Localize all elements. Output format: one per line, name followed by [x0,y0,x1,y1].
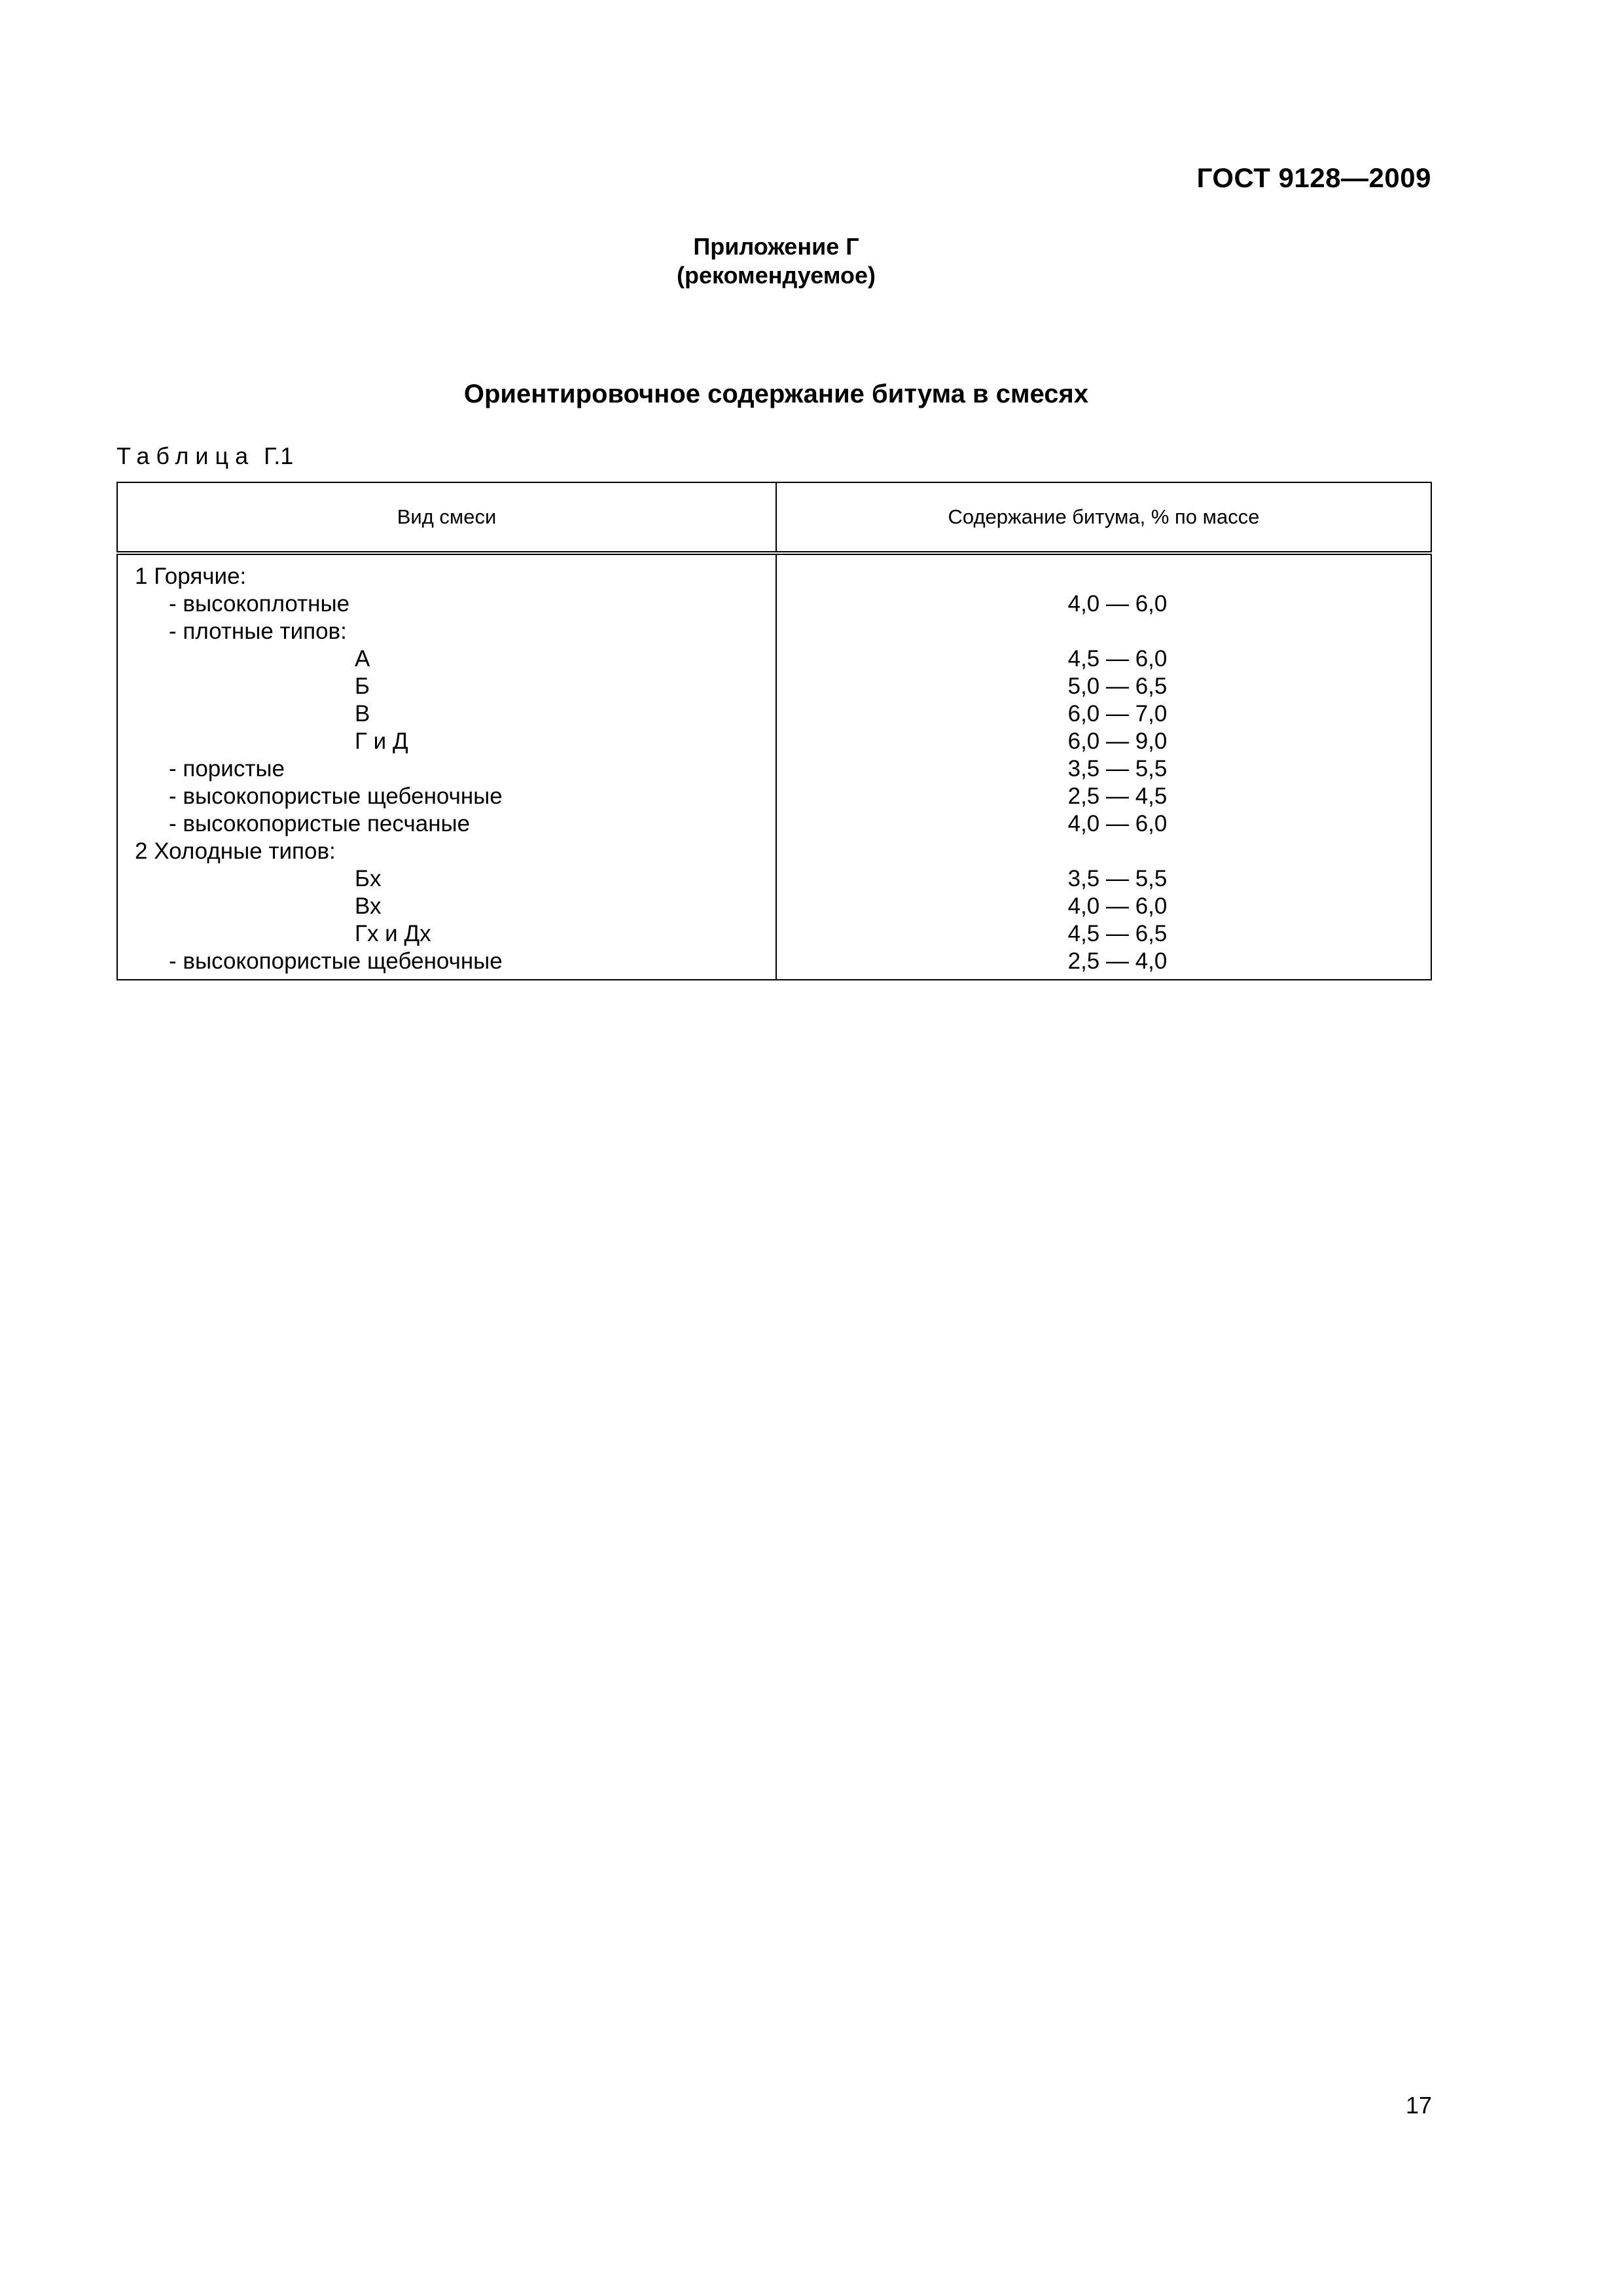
table-row-label: - высокопористые щебеночные [169,783,503,809]
table-row-value [777,563,1431,590]
table-caption [116,442,293,470]
table-row-value [777,618,1431,645]
table-row-value [777,838,1431,865]
table-row-value: 4,0 — 6,0 [1067,893,1168,919]
table-row-value: 5,0 — 6,5 [1067,673,1168,699]
table-row-label: - высокопористые песчаные [169,811,471,836]
table-row-label: 2 Холодные типов: [135,838,336,864]
table-row-label: В [355,701,370,726]
table-row-label: 1 Горячие: [135,564,247,589]
appendix-status: (рекомендуемое) [677,262,876,289]
page-number: 17 [1405,2092,1432,2119]
table-row-label: - высокопористые щебеночные [169,948,503,974]
table-row-value: 6,0 — 7,0 [1067,701,1168,726]
table-row-value: 2,5 — 4,0 [1067,948,1168,974]
column-header-mix-type: Вид смеси [117,482,776,553]
table-row-value: 6,0 — 9,0 [1067,728,1168,754]
table-row-value: 4,0 — 6,0 [1067,811,1168,836]
table-row-label: Вх [355,893,382,919]
table-row-label: - пористые [169,756,285,781]
table-row-value: 3,5 — 5,5 [1067,756,1168,781]
document-code: ГОСТ 9128—2009 [1196,162,1431,193]
table-caption-word: Таблица [116,442,255,469]
table-row-value: 3,5 — 5,5 [1067,866,1168,891]
table-row-label: - высокоплотные [169,591,350,617]
table-row-label: Гх и Дх [355,921,431,946]
table-header-row [117,482,1431,553]
table-caption-number: Г.1 [264,442,294,469]
mix-type-cell [117,553,776,980]
table-row-value: 4,5 — 6,5 [1067,921,1168,946]
bitumen-content-cell [776,553,1431,980]
appendix-title: Приложение Г [693,233,859,260]
table-row-label: Бх [355,866,382,891]
table-row-label: А [355,646,370,672]
table-row-value: 2,5 — 4,5 [1067,783,1168,809]
table-row-value: 4,0 — 6,0 [1067,591,1168,617]
table-row-label: Б [355,673,370,699]
bitumen-content-table [116,482,1432,980]
table-row-label: - плотные типов: [169,619,347,644]
table-row-label: Г и Д [355,728,408,754]
table-body-row [117,553,1431,980]
column-header-bitumen-content: Содержание битума, % по массе [776,482,1431,553]
appendix-heading [0,232,1552,290]
table-row-value: 4,5 — 6,0 [1067,646,1168,672]
page-title: Ориентировочное содержание битума в смесях [463,380,1089,408]
